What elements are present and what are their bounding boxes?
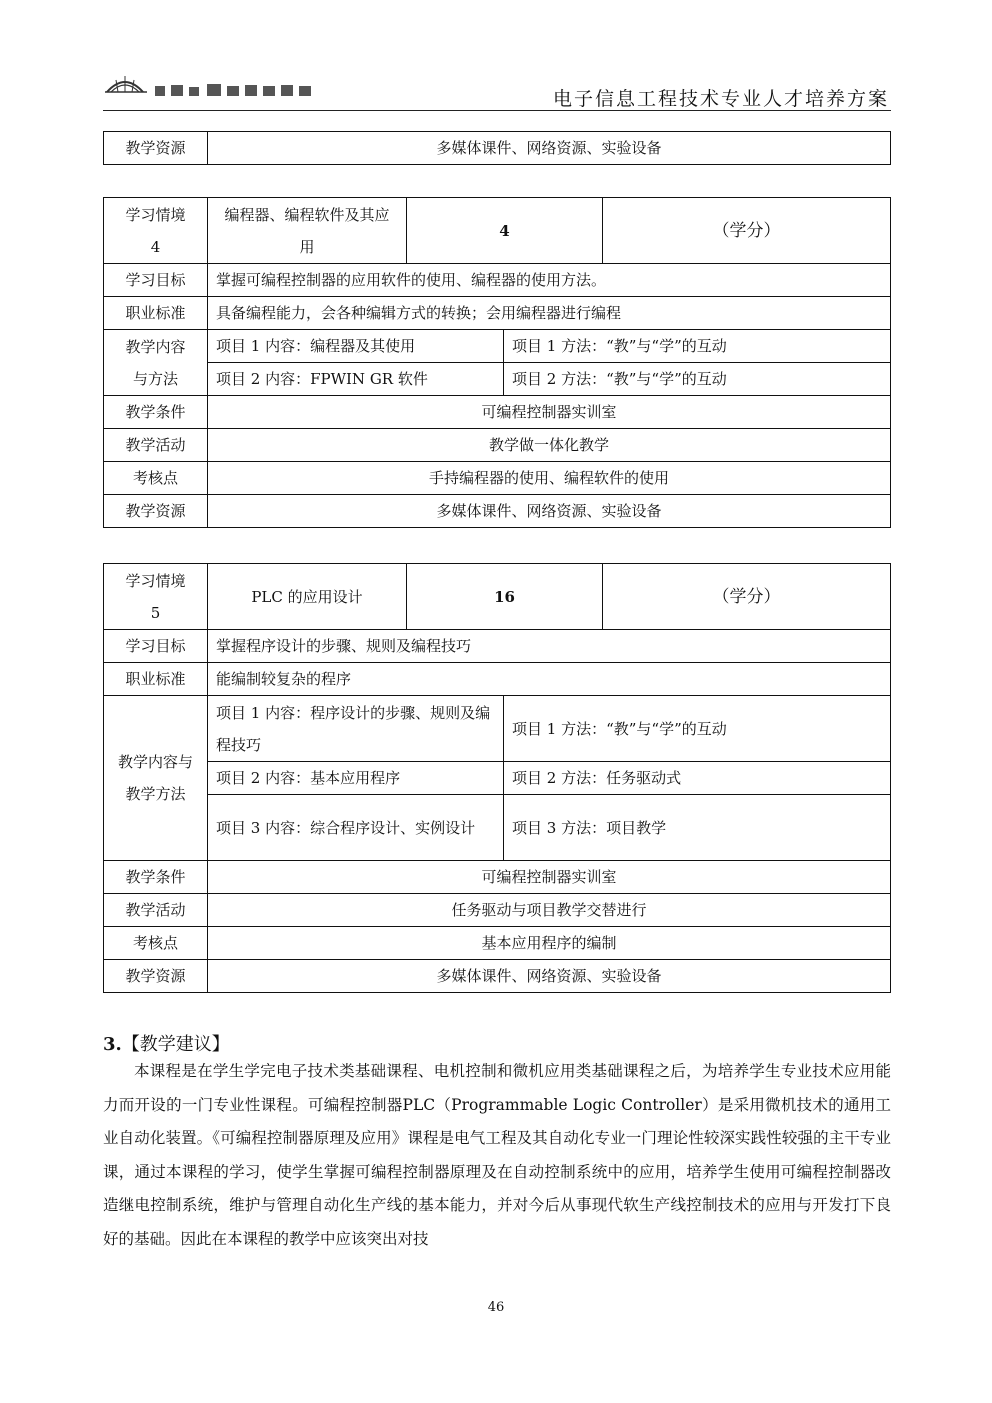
content-method-label: 教学内容与教学方法 bbox=[104, 696, 208, 861]
situation-label-line1: 学习情境 bbox=[125, 205, 186, 224]
item-method: 项目 1 方法：“教”与“学”的互动 bbox=[504, 330, 891, 363]
situation-hours: 4 bbox=[407, 198, 603, 264]
standard-value: 具备编程能力，会各种编辑方式的转换；会用编程器进行编程 bbox=[208, 297, 891, 330]
item-content: 项目 2 内容：FPWIN GR 软件 bbox=[208, 363, 504, 396]
standard-label: 职业标准 bbox=[104, 663, 208, 696]
resource-label: 教学资源 bbox=[104, 960, 208, 993]
goal-label: 学习目标 bbox=[104, 264, 208, 297]
condition-value: 可编程控制器实训室 bbox=[208, 396, 891, 429]
school-logo-icon bbox=[103, 70, 333, 104]
content-label-line2: 与方法 bbox=[132, 369, 178, 388]
situation-4-table bbox=[103, 197, 891, 528]
situation-label-line2: 4 bbox=[150, 237, 161, 256]
situation-hours: 16 bbox=[407, 564, 603, 630]
table-row bbox=[104, 429, 891, 462]
item-method: 项目 2 方法：任务驱动式 bbox=[504, 762, 891, 795]
activity-label: 教学活动 bbox=[104, 894, 208, 927]
situation-label-line2: 5 bbox=[150, 603, 161, 622]
header-title: 电子信息工程技术专业人才培养方案 bbox=[552, 88, 889, 110]
table-row bbox=[104, 198, 891, 264]
section-number: 3. bbox=[103, 1034, 122, 1055]
resource-value: 多媒体课件、网络资源、实验设备 bbox=[208, 960, 891, 993]
item-content: 项目 3 内容：综合程序设计、实例设计 bbox=[208, 795, 504, 861]
table-row bbox=[104, 894, 891, 927]
assessment-label: 考核点 bbox=[104, 927, 208, 960]
condition-label: 教学条件 bbox=[104, 396, 208, 429]
table-row bbox=[104, 462, 891, 495]
standard-value: 能编制较复杂的程序 bbox=[208, 663, 891, 696]
situation-label-line1: 学习情境 bbox=[125, 571, 186, 590]
situation-label bbox=[104, 564, 208, 630]
resource-value: 多媒体课件、网络资源、实验设备 bbox=[208, 132, 891, 165]
assessment-value: 手持编程器的使用、编程软件的使用 bbox=[208, 462, 891, 495]
table-row bbox=[104, 861, 891, 894]
section-paragraph: 本课程是在学生学完电子技术类基础课程、电机控制和微机应用类基础课程之后，为培养学生专业技术应用能力而开设的一门专业性课程。可编程控制器PLC（Programmable Logic Controller）是采用微机技术的通用工业自动化装置。《可编程控制器原理及应用》课程是电气工程及其自动化专业一门理论性较深实践性较强的主干专业课，通过本课程的学习，使学生掌握可编程控制器原理及在自动控制系统中的应用，培养学生使用可编程控制器改造继电控制系统，维护与管理自动化生产线的基本能力，并对今后从事现代软生产线控制技术的应用与开发打下良好的基础。因此在本课程的教学中应该突出对技 bbox=[103, 1062, 891, 1248]
situation-name: PLC 的应用设计 bbox=[208, 564, 407, 630]
table-row bbox=[104, 630, 891, 663]
table-row bbox=[104, 330, 891, 363]
activity-value: 任务驱动与项目教学交替进行 bbox=[208, 894, 891, 927]
situation-label bbox=[104, 198, 208, 264]
content-label-line1: 教学内容 bbox=[125, 337, 186, 356]
table-row bbox=[104, 495, 891, 528]
item-method: 项目 2 方法：“教”与“学”的互动 bbox=[504, 363, 891, 396]
situation-credit: （学分） bbox=[603, 198, 891, 264]
item-content: 项目 1 内容：编程器及其使用 bbox=[208, 330, 504, 363]
item-content: 项目 1 内容：程序设计的步骤、规则及编程技巧 bbox=[208, 696, 504, 762]
goal-value: 掌握可编程控制器的应用软件的使用、编程器的使用方法。 bbox=[208, 264, 891, 297]
item-method: 项目 3 方法：项目教学 bbox=[504, 795, 891, 861]
condition-value: 可编程控制器实训室 bbox=[208, 861, 891, 894]
activity-value: 教学做一体化教学 bbox=[208, 429, 891, 462]
table-row bbox=[104, 297, 891, 330]
resource-table-top bbox=[103, 131, 891, 165]
item-content: 项目 2 内容：基本应用程序 bbox=[208, 762, 504, 795]
table-row bbox=[104, 363, 891, 396]
page-header bbox=[103, 62, 891, 111]
table-row bbox=[104, 927, 891, 960]
resource-label: 教学资源 bbox=[104, 132, 208, 165]
table-row bbox=[104, 663, 891, 696]
standard-label: 职业标准 bbox=[104, 297, 208, 330]
section-heading bbox=[103, 1030, 230, 1056]
activity-label: 教学活动 bbox=[104, 429, 208, 462]
assessment-value: 基本应用程序的编制 bbox=[208, 927, 891, 960]
table-row bbox=[104, 960, 891, 993]
table-row bbox=[104, 264, 891, 297]
table-row bbox=[104, 762, 891, 795]
resource-label: 教学资源 bbox=[104, 495, 208, 528]
situation-credit: （学分） bbox=[603, 564, 891, 630]
table-row bbox=[104, 132, 891, 165]
resource-value: 多媒体课件、网络资源、实验设备 bbox=[208, 495, 891, 528]
table-row bbox=[104, 696, 891, 762]
item-method: 项目 1 方法：“教”与“学”的互动 bbox=[504, 696, 891, 762]
table-row bbox=[104, 564, 891, 630]
situation-5-table bbox=[103, 563, 891, 993]
table-row bbox=[104, 795, 891, 861]
content-method-label bbox=[104, 330, 208, 396]
section-title: 【教学建议】 bbox=[121, 1034, 230, 1055]
assessment-label: 考核点 bbox=[104, 462, 208, 495]
table-row bbox=[104, 396, 891, 429]
goal-value: 掌握程序设计的步骤、规则及编程技巧 bbox=[208, 630, 891, 663]
page-number: 46 bbox=[487, 1300, 505, 1315]
condition-label: 教学条件 bbox=[104, 861, 208, 894]
goal-label: 学习目标 bbox=[104, 630, 208, 663]
situation-name: 编程器、编程软件及其应用 bbox=[208, 198, 407, 264]
